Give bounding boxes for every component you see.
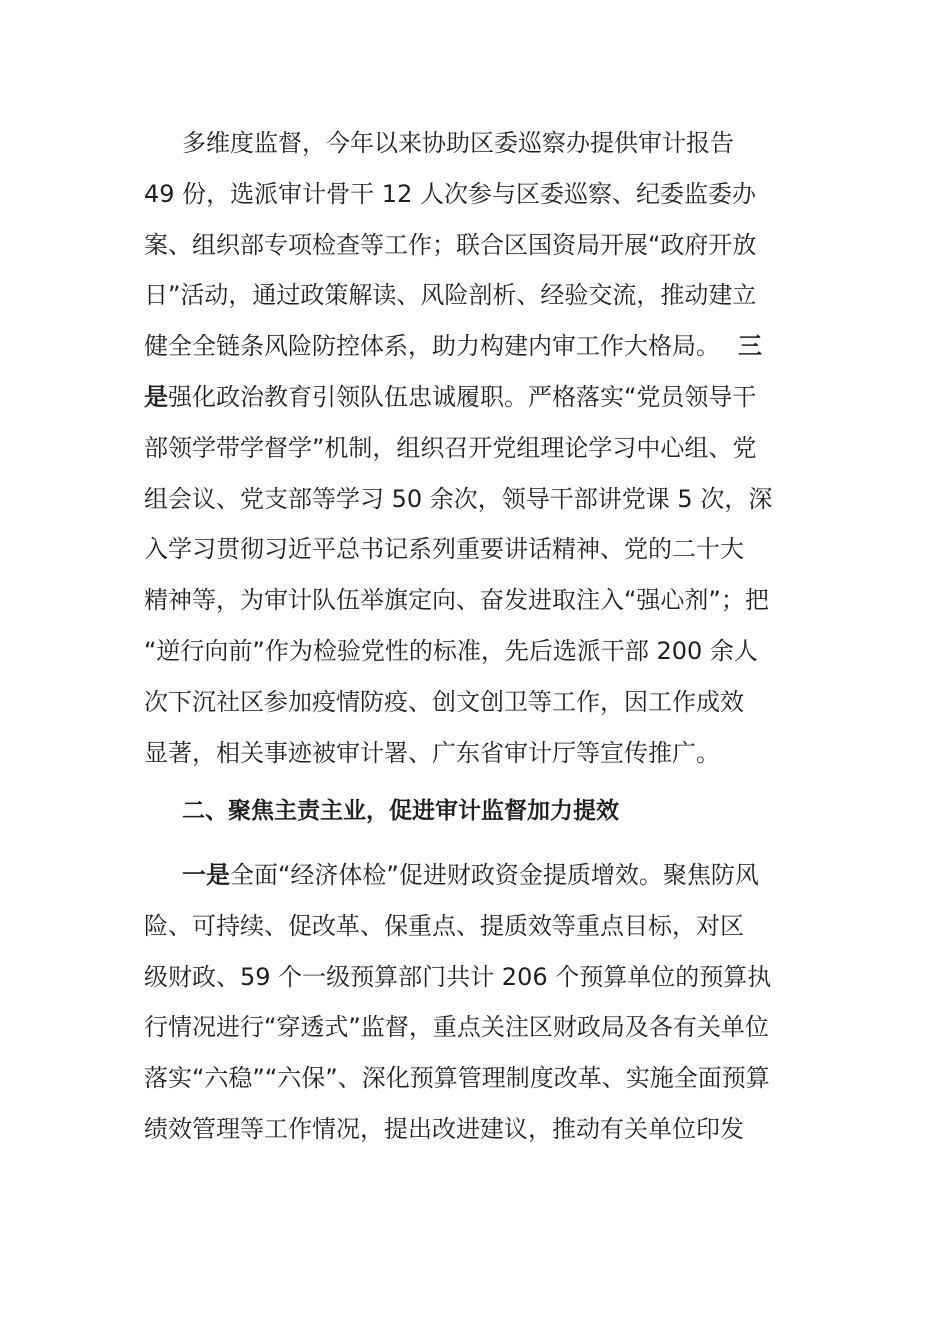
bold-lead-text: 一是 bbox=[182, 861, 230, 889]
text-line: 组会议、党支部等学习 50 余次，领导干部讲党课 5 次，深 bbox=[144, 484, 773, 513]
bold-lead-text: 是 bbox=[144, 382, 168, 411]
text-line: 精神等，为审计队伍举旗定向、奋发进取注入“强心剂”；把 bbox=[144, 586, 769, 615]
text-line: 落实“六稳”“六保”、深化预算管理制度改革、实施全面预算 bbox=[144, 1064, 770, 1093]
text-line bbox=[144, 850, 808, 901]
paragraph-1 bbox=[144, 118, 808, 778]
text-segment: 全面“经济体检”促进财政资金提质增效。聚焦防风 bbox=[230, 861, 759, 889]
text-line: 次下沉社区参加疫情防疫、创文创卫等工作，因工作成效 bbox=[144, 687, 744, 716]
text-line: 多维度监督，今年以来协助区委巡察办提供审计报告 bbox=[182, 129, 734, 157]
text-line: 级财政、59 个一级预算部门共计 206 个预算单位的预算执 bbox=[144, 962, 772, 991]
text-line: 案、组织部专项检查等工作；联合区国资局开展“政府开放 bbox=[144, 230, 757, 259]
text-segment: 健全全链条风险防控体系，助力构建内审工作大格局。 bbox=[144, 332, 720, 361]
text-line: “逆行向前”作为检验党性的标准，先后选派干部 200 余人 bbox=[144, 636, 758, 665]
text-line: 入学习贯彻习近平总书记系列重要讲话精神、党的二十大 bbox=[144, 535, 744, 564]
text-line bbox=[144, 372, 808, 423]
text-line bbox=[144, 321, 808, 372]
text-line: 日”活动，通过政策解读、风险剖析、经验交流，推动建立 bbox=[144, 281, 757, 310]
paragraph-2 bbox=[144, 850, 808, 1155]
text-line: 49 份，选派审计骨干 12 人次参与区委巡察、纪委监委办 bbox=[144, 179, 756, 208]
text-segment: 强化政治教育引领队伍忠诚履职。严格落实“党员领导干 bbox=[168, 382, 757, 411]
bold-lead-text: 三 bbox=[738, 332, 762, 361]
text-line: 险、可持续、促改革、保重点、提质效等重点目标，对区 bbox=[144, 911, 744, 940]
section-heading bbox=[144, 786, 808, 837]
text-line: 显著，相关事迹被审计署、广东省审计厅等宣传推广。 bbox=[144, 738, 720, 767]
text-line: 部领学带学督学”机制，组织召开党组理论学习中心组、党 bbox=[144, 433, 757, 462]
text-line: 绩效管理等工作情况，提出改进建议，推动有关单位印发 bbox=[144, 1114, 744, 1143]
section-heading-text: 二、聚焦主责主业，促进审计监督加力提效 bbox=[182, 798, 619, 824]
text-line: 行情况进行“穿透式”监督，重点关注区财政局及各有关单位 bbox=[144, 1013, 769, 1042]
